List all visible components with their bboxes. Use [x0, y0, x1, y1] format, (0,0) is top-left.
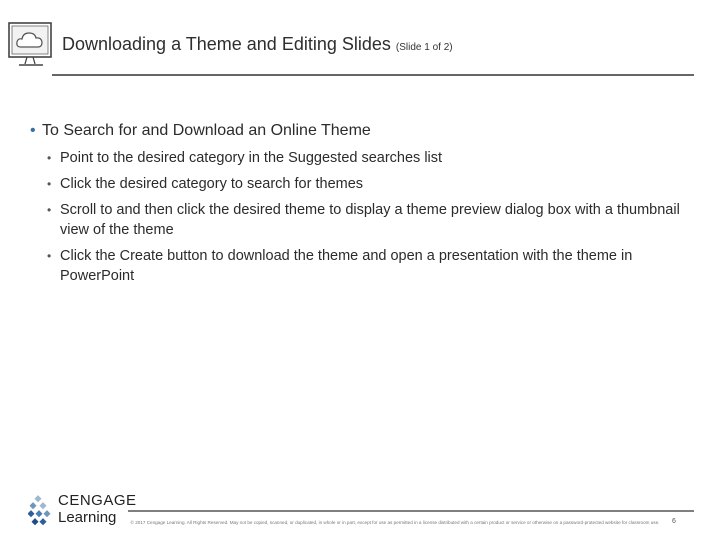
title-divider [52, 74, 694, 76]
bullet-level1: • To Search for and Download an Online Theme [30, 122, 690, 140]
slide-title [62, 34, 453, 55]
page-number: 6 [672, 518, 676, 525]
footer-divider [128, 510, 694, 512]
bullet-list [30, 122, 690, 292]
copyright-notice: © 2017 Cengage Learning. All Rights Reserved. May not be copied, scanned, or duplicated, in whole or in part, except for use as permitted in a license distributed with a certain product or service or otherwise on a password-protected website for classroom use. [130, 520, 660, 525]
bullet-item-click-category: • Click the desired category to search for themes [30, 174, 690, 194]
logo-text-top: CENGAGE [58, 492, 137, 509]
computer-cloud-icon [7, 20, 57, 72]
cengage-logo-mark-icon [28, 494, 52, 528]
slide-title-sub: (Slide 1 of 2) [395, 42, 453, 53]
logo-text-bottom: Learning [58, 509, 117, 526]
cengage-logo [28, 490, 137, 534]
slide-title-main: Downloading a Theme and Editing Slides [62, 34, 391, 54]
bullet-item-scroll: • Scroll to and then click the desired theme to display a theme preview dialog box with a thumbnail view of the theme [30, 200, 690, 240]
bullet-item-point: • Point to the desired category in the Suggested searches list [30, 148, 690, 168]
bullet-item-create: • Click the Create button to download the theme and open a presentation with the theme in PowerPoint [30, 246, 690, 286]
